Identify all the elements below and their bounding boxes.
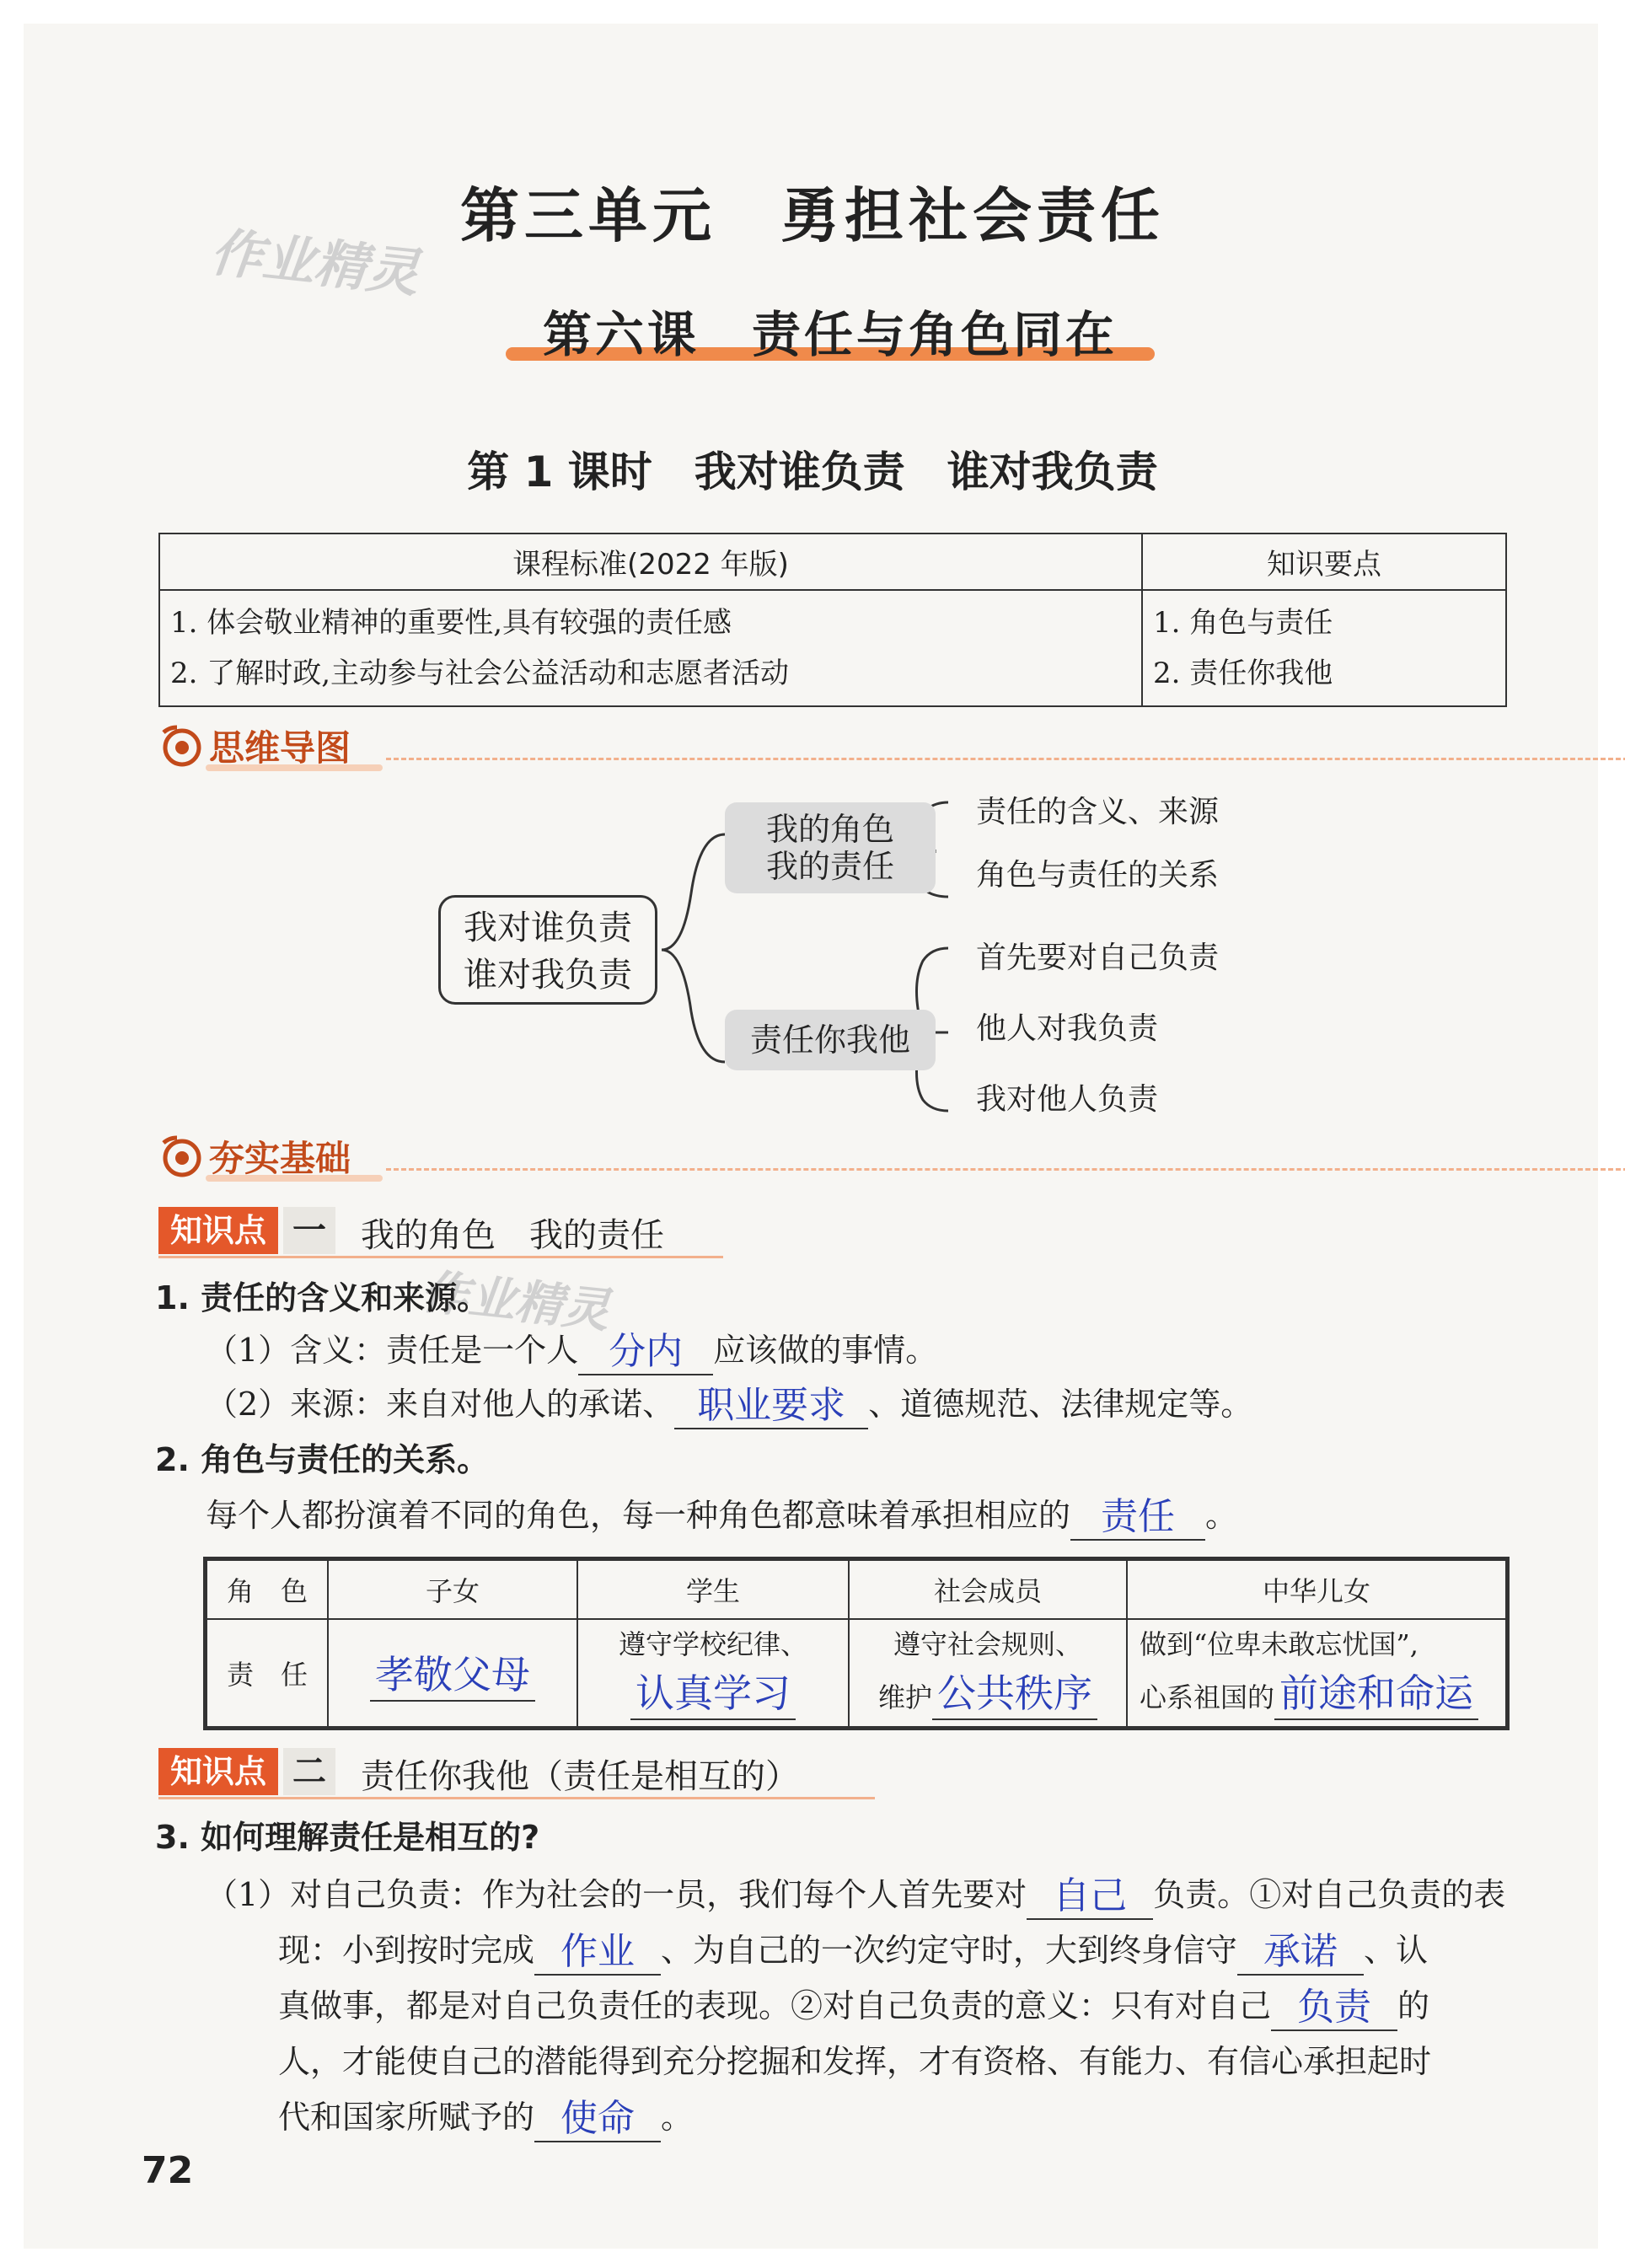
mindmap-root-line: 谁对我负责 <box>464 956 632 995</box>
question-3-line <box>278 1981 1429 2031</box>
knowledge-point-underline <box>158 1256 723 1258</box>
mindmap-branch-mutual: 责任你我他 <box>725 1010 936 1070</box>
text: 维护 <box>877 1681 932 1713</box>
knowledge-point-underline <box>158 1797 875 1799</box>
text: 。 <box>1205 1497 1238 1534</box>
standard-item: 1. 体会敬业精神的重要性,具有较强的责任感 <box>170 606 732 640</box>
unit-title: 第三单元 勇担社会责任 <box>460 180 1165 250</box>
answer-blank: 使命 <box>534 2097 661 2142</box>
role-cell: 社会成员 <box>849 1560 1127 1619</box>
roles-row-label: 角 色 <box>206 1560 328 1619</box>
knowledge-point-1-header <box>158 1207 748 1257</box>
text: 遵守社会规则、 <box>893 1628 1082 1660</box>
text: 代和国家所赋予的 <box>278 2099 535 2136</box>
branch-line: 我的角色 <box>765 811 894 848</box>
dashed-divider <box>386 1168 1625 1171</box>
knowledge-point-title: 我的角色 我的责任 <box>361 1216 664 1255</box>
key-point-item: 2. 责任你我他 <box>1153 657 1333 690</box>
mindmap-section-header <box>158 721 1507 771</box>
knowledge-point-tag: 知识点 <box>158 1748 278 1795</box>
knowledge-point-title: 责任你我他（责任是相互的） <box>361 1757 799 1796</box>
question-3-line <box>206 1869 1505 1920</box>
period-title: 第 1 课时 我对谁负责 谁对我负责 <box>467 448 1158 496</box>
mindmap-branch-roles <box>725 802 936 893</box>
role-cell: 中华儿女 <box>1127 1560 1506 1619</box>
role-cell: 学生 <box>577 1560 849 1619</box>
standard-item: 2. 了解时政,主动参与社会公益活动和志愿者活动 <box>170 657 790 690</box>
question-2-title: 2. 角色与责任的关系。 <box>155 1441 490 1478</box>
answer-blank: 作业 <box>534 1930 661 1976</box>
text: 、道德规范、法律规定等。 <box>868 1386 1253 1423</box>
question-2-text <box>206 1490 1237 1541</box>
responsibility-cell <box>328 1619 577 1727</box>
text: 。 <box>661 2099 694 2136</box>
text: 的 <box>1397 1987 1430 2024</box>
answer-blank: 认真学习 <box>630 1663 796 1720</box>
text: 真做事，都是对自己负责任的表现。②对自己负责的意义：只有对自己 <box>278 1987 1272 2024</box>
responsibility-row-label: 责 任 <box>206 1619 328 1727</box>
mindmap-root <box>438 895 657 1005</box>
watermark: 作业精灵 <box>207 221 422 304</box>
key-points-header: 知识要点 <box>1142 533 1506 590</box>
dashed-divider <box>386 758 1625 760</box>
text: （2）来源：来自对他人的承诺、 <box>206 1386 675 1423</box>
key-points-content <box>1142 590 1506 706</box>
text: 、为自己的一次约定守时，大到终身信守 <box>661 1932 1238 1969</box>
role-cell: 子女 <box>328 1560 577 1619</box>
mindmap-leaf: 角色与责任的关系 <box>976 858 1220 893</box>
question-3-line <box>278 2092 693 2142</box>
mindmap-leaf: 首先要对自己负责 <box>976 941 1220 975</box>
question-1a <box>206 1325 937 1375</box>
lesson-title: 第六课 责任与角色同在 <box>542 306 1118 363</box>
branch-line: 我的责任 <box>765 848 894 885</box>
standards-content <box>159 590 1142 706</box>
question-3-title: 3. 如何理解责任是相互的? <box>155 1819 540 1856</box>
question-1b <box>206 1379 1252 1429</box>
answer-blank: 负责 <box>1271 1986 1397 2031</box>
roles-table <box>206 1559 1507 1728</box>
text: 遵守学校纪律、 <box>618 1628 807 1660</box>
knowledge-point-number: 二 <box>283 1748 335 1795</box>
target-icon <box>158 1134 202 1178</box>
mindmap-leaf: 他人对我负责 <box>976 1011 1159 1046</box>
key-point-item: 1. 角色与责任 <box>1153 606 1333 640</box>
section-label: 思维导图 <box>209 727 351 769</box>
section-label: 夯实基础 <box>209 1138 351 1179</box>
mindmap-root-line: 我对谁负责 <box>464 909 632 947</box>
text: 现：小到按时完成 <box>278 1932 535 1969</box>
responsibility-cell <box>577 1619 849 1727</box>
responsibility-cell <box>1127 1619 1506 1727</box>
standards-header: 课程标准(2022 年版) <box>159 533 1142 590</box>
question-3-line: 人，才能使自己的潜能得到充分挖掘和发挥，才有资格、有能力、有信心承担起时 <box>278 2043 1432 2080</box>
text-line <box>850 1663 1125 1720</box>
page-number: 72 <box>142 2149 194 2192</box>
text: 负责。①对自己负责的表 <box>1153 1876 1506 1913</box>
text: （1）含义：责任是一个人 <box>206 1332 579 1369</box>
watermark: 作业精灵 <box>418 1263 613 1339</box>
answer-blank: 自己 <box>1027 1874 1153 1920</box>
answer-blank: 分内 <box>578 1330 713 1375</box>
answer-blank: 孝敬父母 <box>370 1644 535 1702</box>
text: （1）对自己负责：作为社会的一员，我们每个人首先要对 <box>206 1876 1027 1913</box>
knowledge-point-2-header <box>158 1748 1001 1799</box>
answer-blank: 承诺 <box>1237 1930 1364 1976</box>
answer-blank: 职业要求 <box>674 1384 868 1429</box>
question-1-title: 1. 责任的含义和来源。 <box>155 1279 490 1316</box>
text: 、认 <box>1364 1932 1429 1969</box>
text: 应该做的事情。 <box>713 1332 938 1369</box>
text-line <box>1140 1663 1504 1720</box>
lesson-title-block <box>506 295 1155 362</box>
answer-blank: 责任 <box>1070 1495 1205 1541</box>
target-icon <box>158 724 202 768</box>
text: 做到“位卑未敢忘忧国”, <box>1140 1628 1419 1660</box>
answer-blank: 前途和命运 <box>1274 1663 1478 1720</box>
answer-blank: 公共秩序 <box>932 1663 1097 1720</box>
text: 心系祖国的 <box>1140 1681 1275 1713</box>
mindmap-leaf: 责任的含义、来源 <box>976 795 1220 829</box>
standards-table <box>158 533 1507 707</box>
knowledge-point-number: 一 <box>283 1207 335 1254</box>
basics-section-header <box>158 1131 1507 1182</box>
question-3-line <box>278 1925 1428 1976</box>
text: 每个人都扮演着不同的角色，每一种角色都意味着承担相应的 <box>206 1497 1071 1534</box>
responsibility-cell <box>849 1619 1127 1727</box>
knowledge-point-tag: 知识点 <box>158 1207 278 1254</box>
mindmap-leaf: 我对他人负责 <box>976 1082 1159 1117</box>
